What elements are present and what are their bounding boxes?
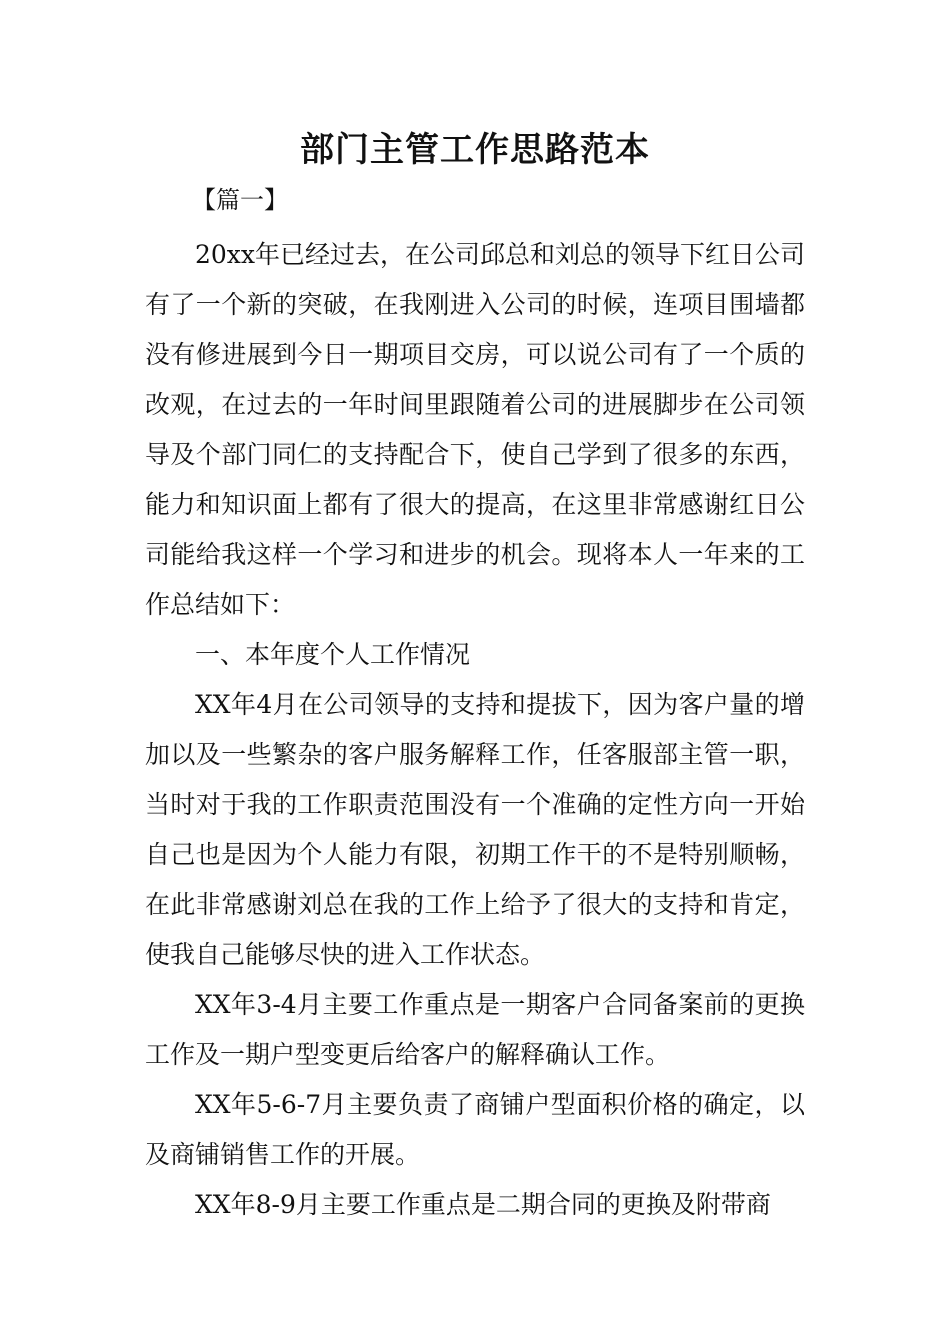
paragraph: 20xx年已经过去，在公司邱总和刘总的领导下红日公司有了一个新的突破，在我刚进入公司的时候，连项目围墙都没有修进展到今日一期项目交房，可以说公司有了一个质的改观，在过去的一年时间里跟随着公司的进展脚步在公司领导及个部门同仁的支持配合下，使自己学到了很多的东西，能力和知识面上都有了很大的提高，在这里非常感谢红日公司能给我这样一个学习和进步的机会。现将本人一年来的工作总结如下：: [145, 240, 806, 619]
document-title: 部门主管工作思路范本: [300, 130, 650, 170]
document-body: [145, 230, 805, 1230]
paragraph: XX年8-9月主要工作重点是二期合同的更换及附带商: [195, 1190, 771, 1219]
paragraph: XX年5-6-7月主要负责了商铺户型面积价格的确定，以及商铺销售工作的开展。: [145, 1090, 805, 1169]
paragraph: 一、本年度个人工作情况: [195, 640, 471, 669]
paragraph: XX年4月在公司领导的支持和提拔下，因为客户量的增加以及一些繁杂的客户服务解释工作，任客服部主管一职，当时对于我的工作职责范围没有一个准确的定性方向一开始自己也是因为个人能力有限，初期工作干的不是特别顺畅，在此非常感谢刘总在我的工作上给予了很大的支持和肯定，使我自己能够尽快的进入工作状态。: [145, 690, 805, 969]
section-label: 【篇一】: [192, 186, 288, 214]
paragraph: XX年3-4月主要工作重点是一期客户合同备案前的更换工作及一期户型变更后给客户的解释确认工作。: [145, 990, 805, 1069]
